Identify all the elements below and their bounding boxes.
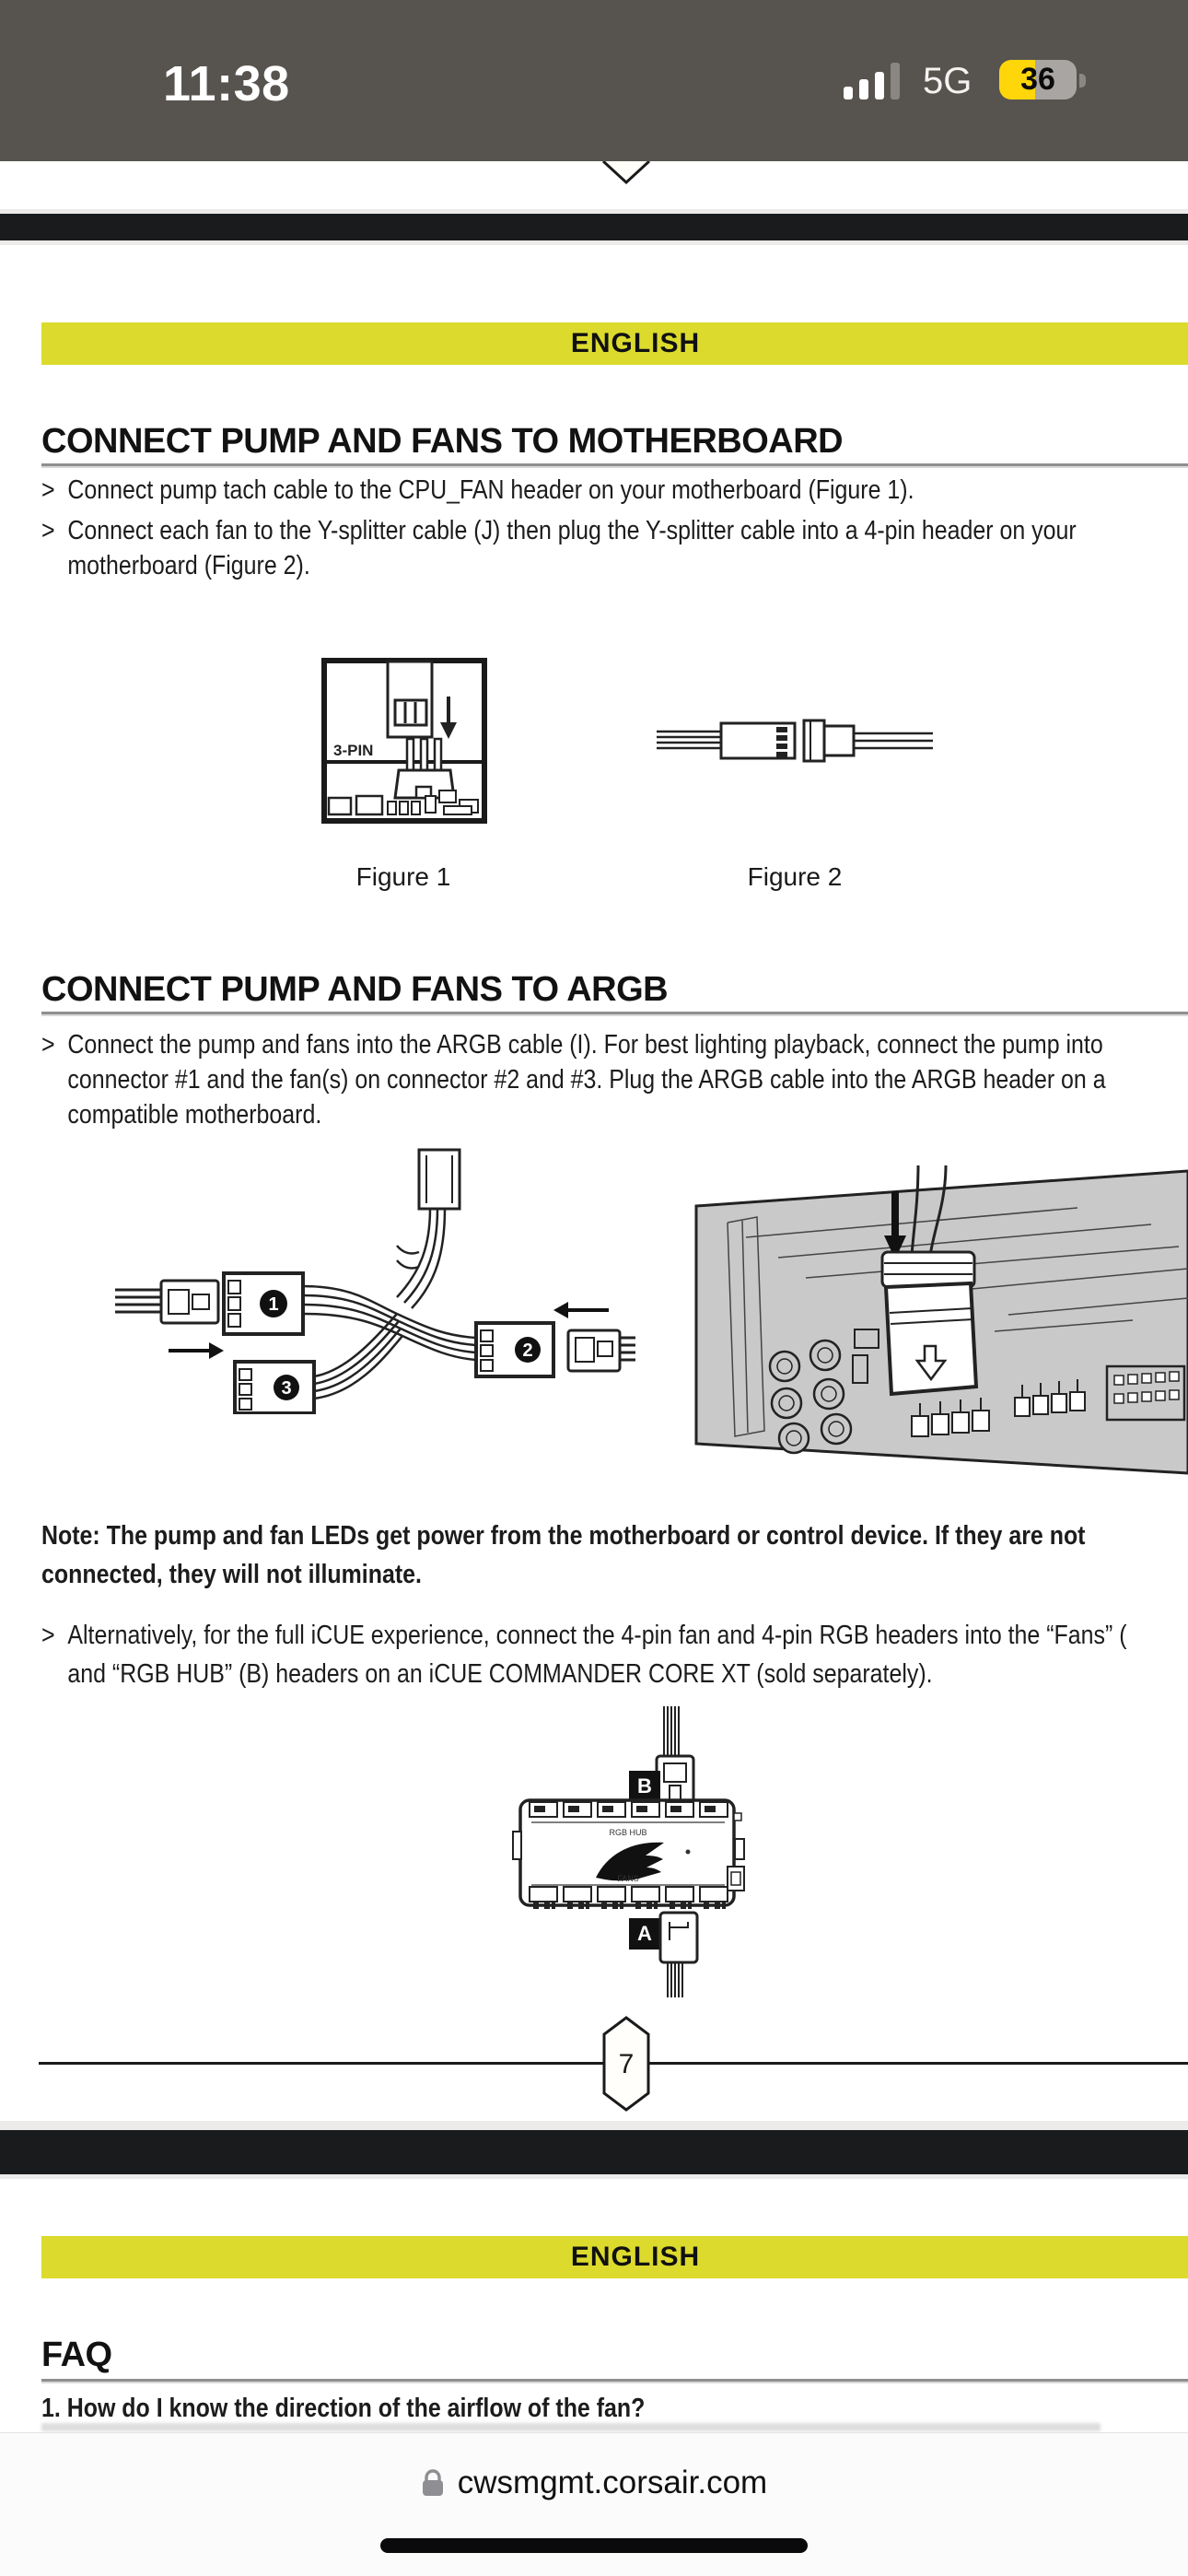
bullet-line-continuation: motherboard (Figure 2).: [67, 551, 310, 580]
bullet-line: > Alternatively, for the full iCUE experience, connect the 4-pin fan and 4-pin RGB headers into the “Fans” (: [41, 1621, 1127, 1650]
argb-cable-illustration: [115, 1142, 635, 1414]
motherboard-argb-illustration: [691, 1165, 1188, 1479]
section-rule: [41, 463, 1188, 466]
figure2-caption: Figure 2: [747, 862, 843, 891]
section-title-motherboard: CONNECT PUMP AND FANS TO MOTHERBOARD: [41, 422, 844, 461]
toolbar-top-edge: [0, 2432, 1188, 2433]
lock-icon: [421, 2468, 445, 2498]
page-gap-strip: [0, 240, 1188, 245]
cellular-signal-icon: [844, 63, 910, 100]
note-line: Note: The pump and fan LEDs get power from the motherboard or control device. If they are not: [41, 1521, 1086, 1551]
bullet-line: > Connect each fan to the Y-splitter cable (J) then plug the Y-splitter cable into a 4-pin header on your: [41, 516, 1077, 545]
network-type-label: 5G: [923, 61, 973, 101]
battery-percent: 36: [1020, 62, 1055, 97]
section-rule: [41, 1012, 1188, 1014]
status-time: 11:38: [163, 56, 290, 111]
language-banner-label: ENGLISH: [570, 2242, 701, 2272]
battery-nub: [1079, 74, 1086, 88]
bullet-line-continuation: and “RGB HUB” (B) headers on an iCUE COMMANDER CORE XT (sold separately).: [67, 1659, 933, 1689]
commander-port-a-label: A: [637, 1922, 652, 1945]
address-bar[interactable]: [0, 2458, 1188, 2508]
commander-port-b-label: B: [637, 1774, 652, 1797]
page-number-badge: [602, 2016, 650, 2112]
figure2-connector-illustration: [657, 718, 933, 764]
argb-connector-2-label: 2: [522, 1341, 533, 1361]
section-title-argb: CONNECT PUMP AND FANS TO ARGB: [41, 970, 669, 1009]
argb-connector-3-label: 3: [281, 1378, 292, 1399]
page-gap-bar: [0, 2130, 1188, 2174]
argb-connector-1-label: 1: [268, 1294, 279, 1315]
figure1-pin-label: 3-PIN: [333, 742, 374, 759]
section-rule: [41, 2379, 1188, 2382]
faq-question-1: 1. How do I know the direction of the airflow of the fan?: [41, 2394, 646, 2423]
figure1-caption: Figure 1: [355, 862, 451, 891]
bullet-line: > Connect the pump and fans into the ARGB cable (I). For best lighting playback, connect the pump into: [41, 1030, 1103, 1060]
commander-core-xt-illustration: [511, 1704, 751, 1999]
commander-fans-label: FANS: [617, 1874, 639, 1883]
page-gap-strip: [0, 2121, 1188, 2130]
page-number: 7: [618, 2049, 635, 2079]
language-banner-label: ENGLISH: [570, 328, 701, 358]
faq-title: FAQ: [41, 2336, 112, 2374]
bullet-line-continuation: connector #1 and the fan(s) on connector #2 and #3. Plug the ARGB cable into the ARGB header on a: [67, 1065, 1106, 1095]
status-bar: [0, 0, 1188, 161]
bullet-line-continuation: compatible motherboard.: [67, 1100, 322, 1130]
bullet-line: > Connect pump tach cable to the CPU_FAN header on your motherboard (Figure 1).: [41, 475, 914, 505]
language-banner: [41, 2236, 1188, 2278]
home-indicator[interactable]: [380, 2538, 808, 2553]
note-line: connected, they will not illuminate.: [41, 1560, 422, 1589]
commander-rgb-hub-label: RGB HUB: [609, 1828, 647, 1837]
url-text: cwsmgmt.corsair.com: [457, 2465, 768, 2500]
battery-icon: [999, 60, 1077, 100]
language-banner: [41, 322, 1188, 365]
page-gap-strip: [0, 2174, 1188, 2179]
figure1-cpu-fan-header-illustration: [321, 658, 487, 824]
occluded-text-line: [41, 2423, 1101, 2431]
page6-marker-tip: [602, 161, 650, 185]
page-gap-bar: [0, 214, 1188, 240]
